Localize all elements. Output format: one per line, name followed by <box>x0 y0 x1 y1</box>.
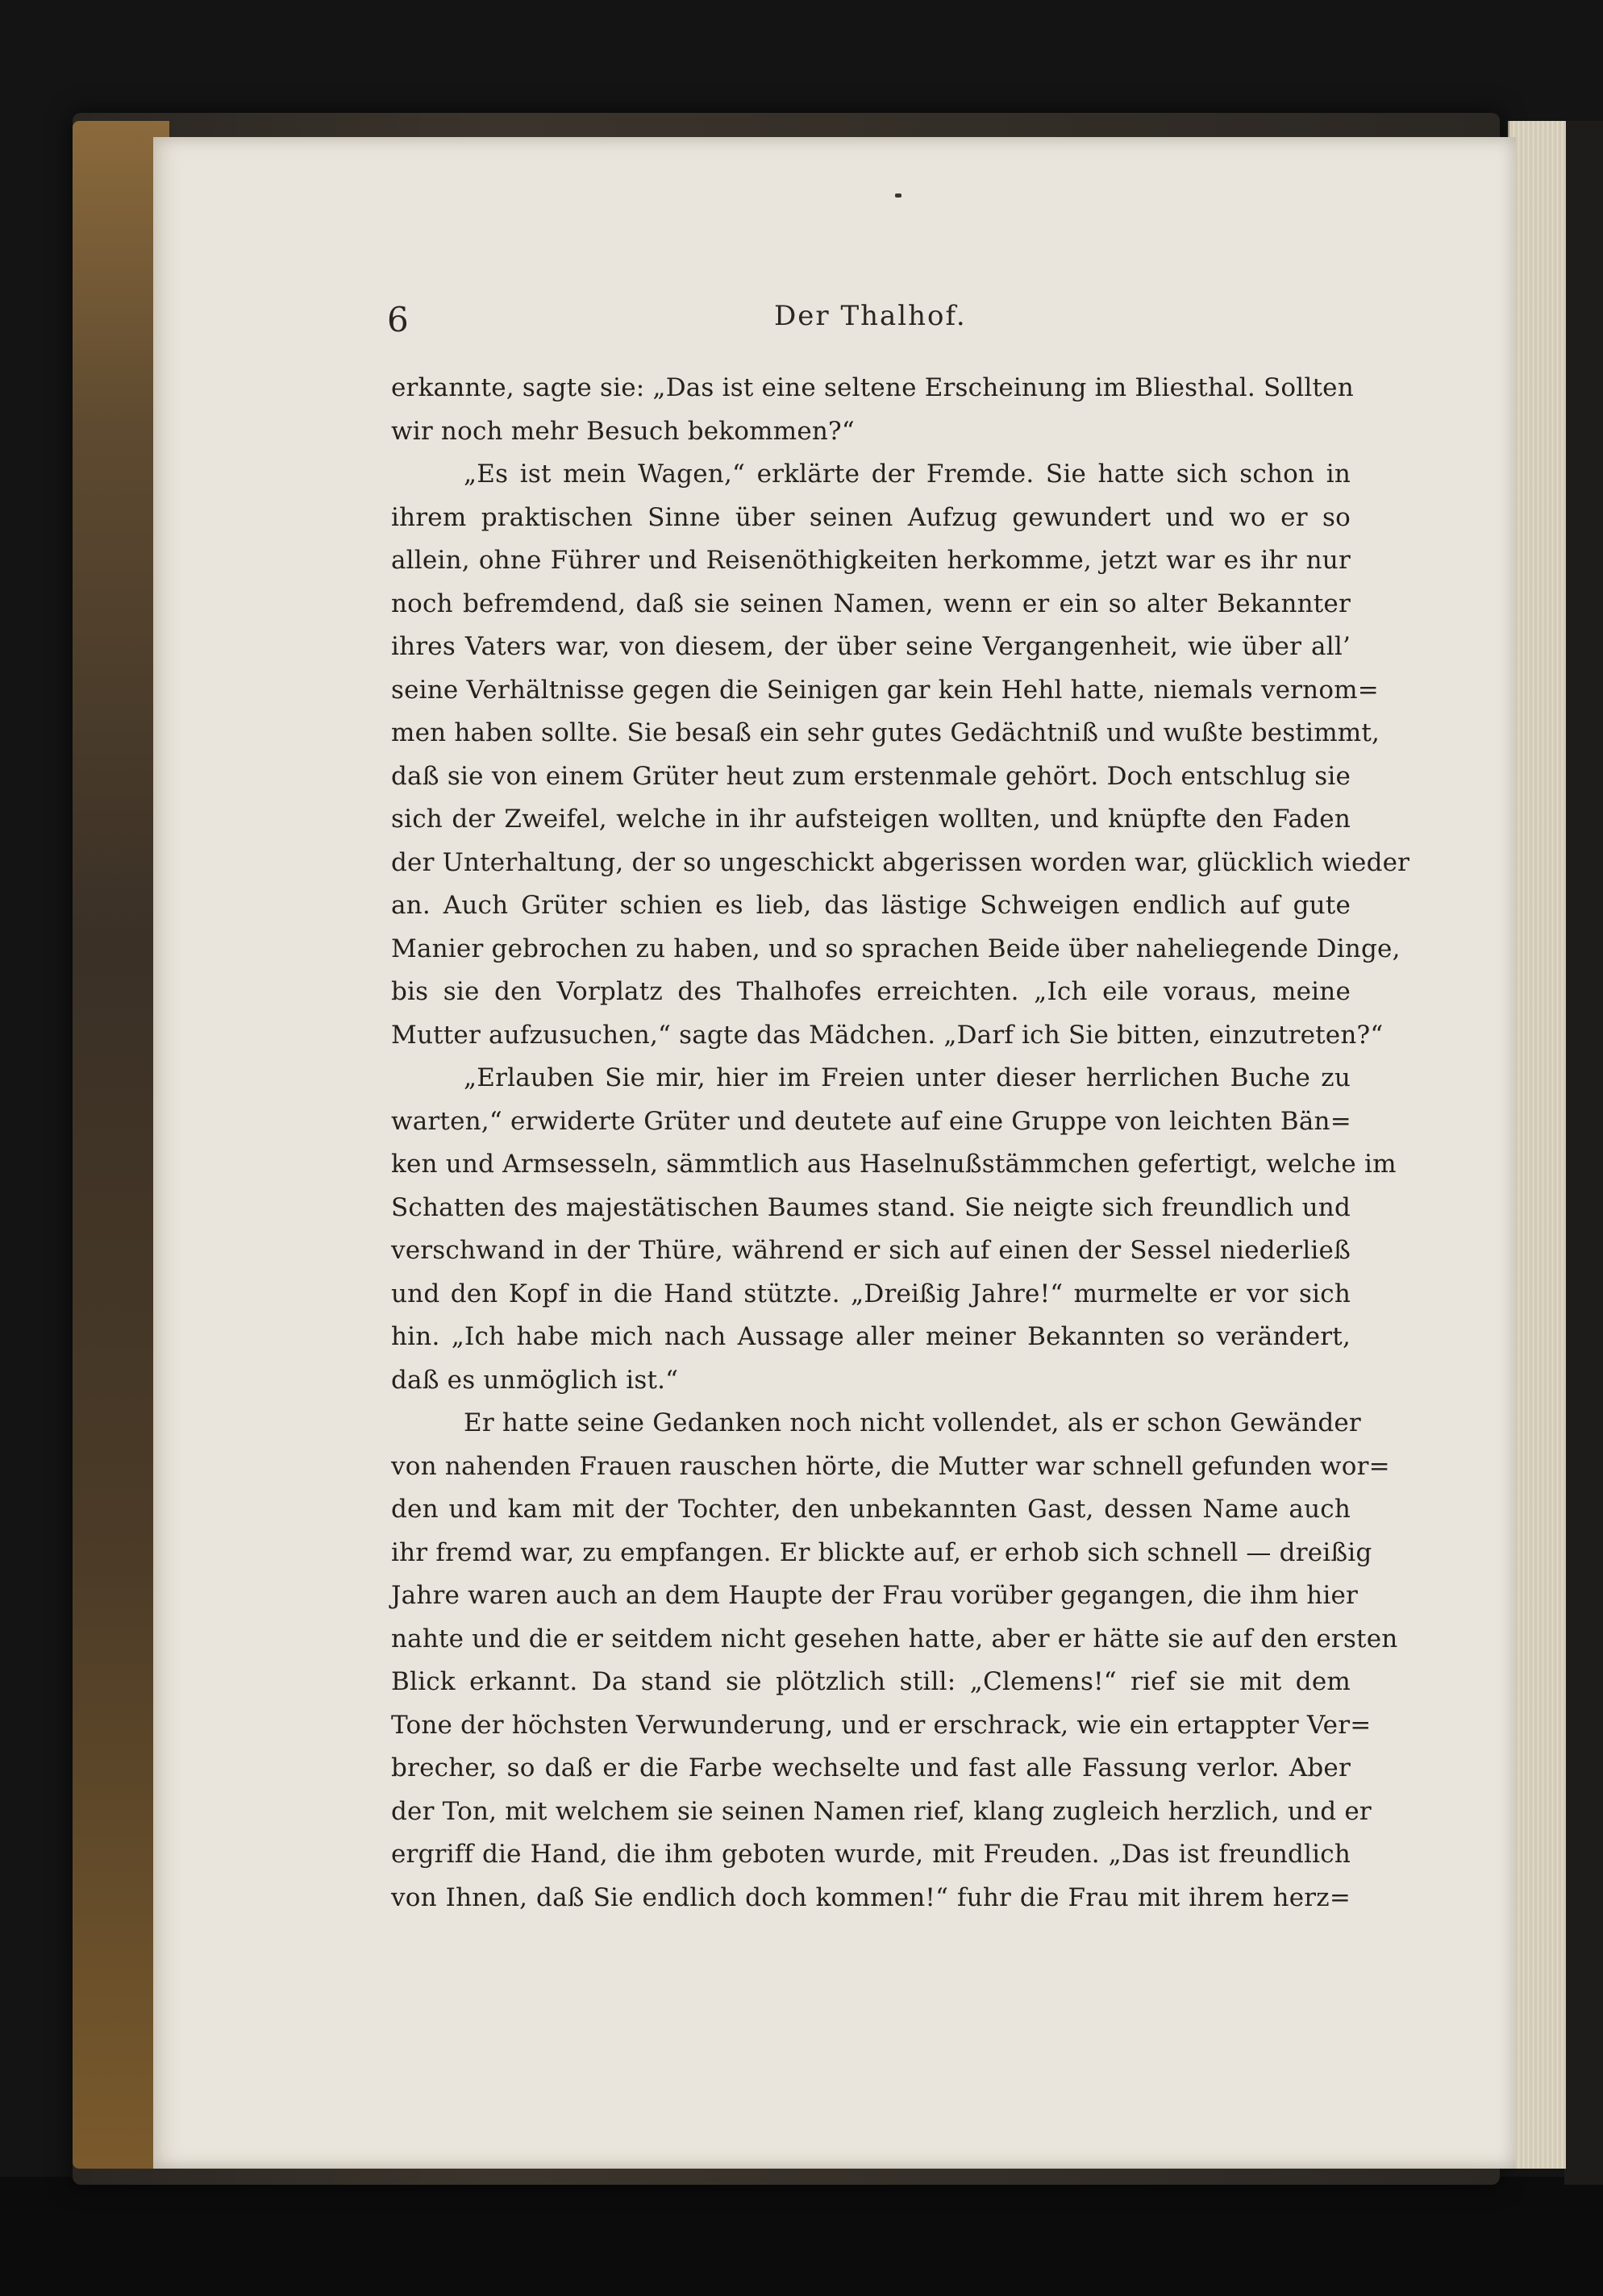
text-line: allein, ohne Führer und Reisenöthigkeiten herkomme, jetzt war es ihr nur <box>391 546 1351 575</box>
backdrop <box>0 2177 1603 2296</box>
text-line: der Unterhaltung, der so ungeschickt abgerissen worden war, glücklich wieder <box>391 847 1410 877</box>
text-line: „Es ist mein Wagen,“ erklärte der Fremde. Sie hatte sich schon in <box>464 460 1351 489</box>
text-line: ihr fremd war, zu empfangen. Er blickte auf, er erhob sich schnell — dreißig <box>391 1537 1372 1567</box>
running-head: Der Thalhof. <box>774 300 967 332</box>
text-line: der Ton, mit welchem sie seinen Namen rief, klang zugleich herzlich, und er <box>391 1796 1372 1826</box>
text-line: an. Auch Grüter schien es lieb, das lästige Schweigen endlich auf gute <box>391 891 1351 920</box>
text-line: men haben sollte. Sie besaß ein sehr gutes Gedächtniß und wußte bestimmt, <box>391 718 1380 747</box>
right-cover-board <box>1564 121 1603 2185</box>
text-line: Mutter aufzusuchen,“ sagte das Mädchen. „Darf ich Sie bitten, einzutreten?“ <box>391 1020 1384 1050</box>
text-line: den und kam mit der Tochter, den unbekannten Gast, dessen Name auch <box>391 1495 1351 1524</box>
text-line: warten,“ erwiderte Grüter und deutete auf eine Gruppe von leichten Bän= <box>391 1106 1351 1136</box>
text-line: bis sie den Vorplatz des Thalhofes erreichten. „Ich eile voraus, meine <box>391 977 1351 1006</box>
text-line: erkannte, sagte sie: „Das ist eine seltene Erscheinung im Bliesthal. Sollten <box>391 373 1354 402</box>
text-line: von Ihnen, daß Sie endlich doch kommen!“ fuhr die Frau mit ihrem herz= <box>391 1882 1351 1912</box>
text-line: daß sie von einem Grüter heut zum erstenmale gehört. Doch entschlug sie <box>391 761 1351 791</box>
text-line: „Erlauben Sie mir, hier im Freien unter dieser herrlichen Buche zu <box>464 1063 1351 1092</box>
text-line: wir noch mehr Besuch bekommen?“ <box>391 416 855 446</box>
body-text <box>391 367 1410 1920</box>
text-line: und den Kopf in die Hand stützte. „Dreißig Jahre!“ murmelte er vor sich <box>391 1279 1351 1308</box>
text-line: Manier gebrochen zu haben, und so sprachen Beide über naheliegende Dinge, <box>391 934 1401 963</box>
text-line: Er hatte seine Gedanken noch nicht vollendet, als er schon Gewänder <box>464 1408 1361 1437</box>
text-line: ergriff die Hand, die ihm geboten wurde, mit Freuden. „Das ist freundlich <box>391 1840 1351 1869</box>
text-line: von nahenden Frauen rauschen hörte, die Mutter war schnell gefunden wor= <box>391 1451 1390 1481</box>
text-line: Jahre waren auch an dem Haupte der Frau vorüber gegangen, die ihm hier <box>391 1581 1359 1610</box>
text-line: ihrem praktischen Sinne über seinen Aufzug gewundert und wo er so <box>391 502 1351 532</box>
text-line: ihres Vaters war, von diesem, der über seine Vergangenheit, wie über all’ <box>391 632 1351 661</box>
text-line: sich der Zweifel, welche in ihr aufsteigen wollten, und knüpfte den Faden <box>391 805 1351 834</box>
text-line: nahte und die er seitdem nicht gesehen hatte, aber er hätte sie auf den ersten <box>391 1624 1398 1653</box>
printing-speck <box>895 193 901 198</box>
text-line: verschwand in der Thüre, während er sich auf einen der Sessel niederließ <box>391 1236 1351 1265</box>
text-line: Blick erkannt. Da stand sie plötzlich still: „Clemens!“ rief sie mit dem <box>391 1667 1351 1696</box>
text-line: noch befremdend, daß sie seinen Namen, wenn er ein so alter Bekannter <box>391 589 1351 618</box>
text-line: daß es unmöglich ist.“ <box>391 1365 679 1395</box>
text-line: Schatten des majestätischen Baumes stand. Sie neigte sich freundlich und <box>391 1192 1351 1222</box>
text-line: seine Verhältnisse gegen die Seinigen gar kein Hehl hatte, niemals vernom= <box>391 675 1379 705</box>
text-line: Tone der höchsten Verwunderung, und er erschrack, wie ein ertappter Ver= <box>391 1710 1372 1740</box>
text-line: hin. „Ich habe mich nach Aussage aller meiner Bekannten so verändert, <box>391 1322 1351 1351</box>
page-stack-edge <box>1508 121 1566 2169</box>
text-line: brecher, so daß er die Farbe wechselte und fast alle Fassung verlor. Aber <box>391 1753 1351 1782</box>
page-number: 6 <box>387 300 409 339</box>
text-line: ken und Armsesseln, sämmtlich aus Haselnußstämmchen gefertigt, welche im <box>391 1150 1397 1179</box>
